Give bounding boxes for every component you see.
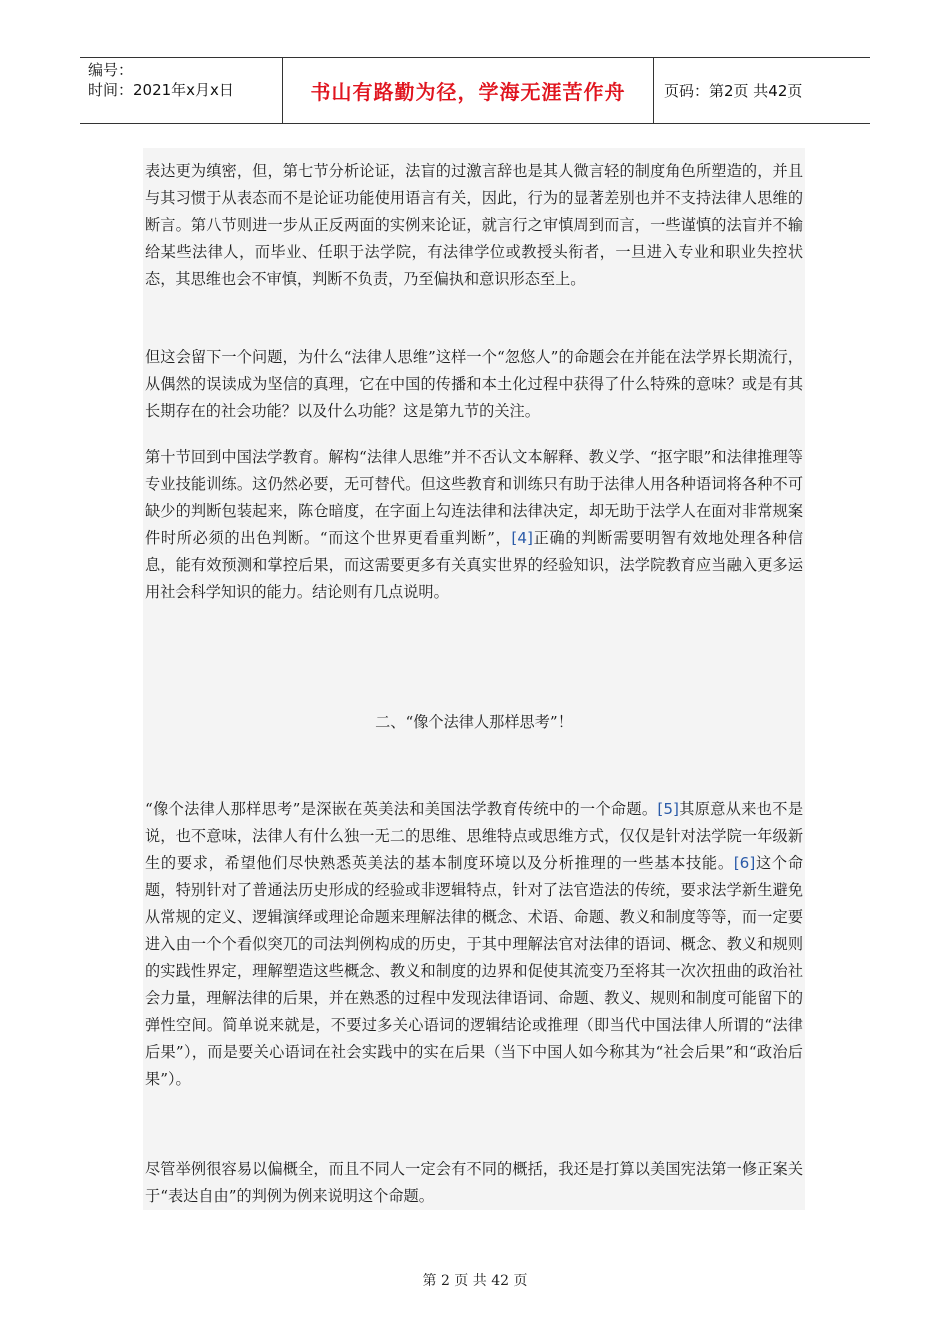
- document-number-label: 编号：: [88, 61, 134, 79]
- footnote-ref-link[interactable]: [4]: [511, 529, 533, 547]
- page-footer: 第 2 页 共 42 页: [422, 1273, 528, 1289]
- paragraph-text: 尽管举例很容易以偏概全，而且不同人一定会有不同的概括，我还是打算以美国宪法第一修正案关于“表达自由”的判例为例来说明这个命题。: [145, 1160, 803, 1205]
- paragraph-text: 其原意从来也不是说，也不意味，法律人有什么独一无二的思维、思维特点或思维方式，仅仅是针对法学院一年级新生的要求，希望他们尽快熟悉英美法的基本制度环境以及分析推理的一些基本技能。: [145, 800, 803, 872]
- header-motto: 书山有路勤为径，学海无涯苦作舟: [310, 80, 626, 104]
- paragraph-4: [145, 796, 803, 1093]
- section-heading: 二、“像个法律人那样思考”！: [375, 713, 573, 731]
- header-motto-cell: [282, 58, 654, 123]
- paragraph-text: “像个法律人那样思考”是深嵌在英美法和美国法学教育传统中的一个命题。: [145, 800, 658, 818]
- paragraph-3: [145, 444, 803, 606]
- paragraph-1: [145, 158, 803, 293]
- header-meta: [80, 58, 282, 123]
- paragraph-text: 第十节回到中国法学教育。解构“法律人思维”并不否认文本解释、教义学、“抠字眼”和法律推理等专业技能训练。这仍然必要，无可替代。但这些教育和训练只有助于法律人用各种语词将各种不可缺少的判断包装起来，陈仓暗度，在字面上勾连法律和法律决定，却无助于法学人在面对非常规案件时所必须的出色判断。“而这个世界更看重判断”，: [145, 448, 803, 547]
- header-page-info-cell: [654, 58, 870, 123]
- paragraph-5: [145, 1156, 803, 1210]
- footnote-ref-link[interactable]: [5]: [657, 800, 679, 818]
- paragraph-text: 但这会留下一个问题，为什么“法律人思维”这样一个“忽悠人”的命题会在并能在法学界长期流行，从偶然的误读成为坚信的真理，它在中国的传播和本土化过程中获得了什么特殊的意味？或是有其长期存在的社会功能？以及什么功能？这是第九节的关注。: [145, 348, 803, 420]
- document-date-label: 时间：2021年x月x日: [88, 81, 234, 99]
- page-header: [80, 57, 870, 124]
- paragraph-text: 正确的判断需要明智有效地处理各种信息，能有效预测和掌控后果，而这需要更多有关真实世界的经验知识，法学院教育应当融入更多运用社会科学知识的能力。结论则有几点说明。: [145, 529, 804, 601]
- paragraph-text: 表达更为缜密，但，第七节分析论证，法盲的过激言辞也是其人微言轻的制度角色所塑造的，并且与其习惯于从表态而不是论证功能使用语言有关，因此，行为的显著差别也并不支持法律人思维的断言。第八节则进一步从正反两面的实例来论证，就言行之审慎周到而言，一些谨慎的法盲并不输给某些法律人，而毕业、任职于法学院，有法律学位或教授头衔者，一旦进入专业和职业失控状态，其思维也会不审慎，判断不负责，乃至偏执和意识形态至上。: [145, 162, 803, 288]
- footnote-ref-link[interactable]: [6]: [733, 854, 756, 872]
- document-body: [143, 148, 805, 1210]
- paragraph-text: 这个命题，特别针对了普通法历史形成的经验或非逻辑特点，针对了法官造法的传统，要求法学新生避免从常规的定义、逻辑演绎或理论命题来理解法律的概念、术语、命题、教义和制度等等，而一定要进入由一个个看似突兀的司法判例构成的历史，于其中理解法官对法律的语词、概念、教义和规则的实践性界定，理解塑造这些概念、教义和制度的边界和促使其流变乃至将其一次次扭曲的政治社会力量，理解法律的后果，并在熟悉的过程中发现法律语词、命题、教义、规则和制度可能留下的弹性空间。简单说来就是，不要过多关心语词的逻辑结论或推理（即当代中国法律人所谓的“法律后果”），而是要关心语词在社会实践中的实在后果（当下中国人如今称其为“社会后果”和“政治后果”）。: [145, 854, 804, 1088]
- header-page-info: 页码：第2页 共42页: [664, 82, 803, 100]
- paragraph-2: [145, 344, 803, 425]
